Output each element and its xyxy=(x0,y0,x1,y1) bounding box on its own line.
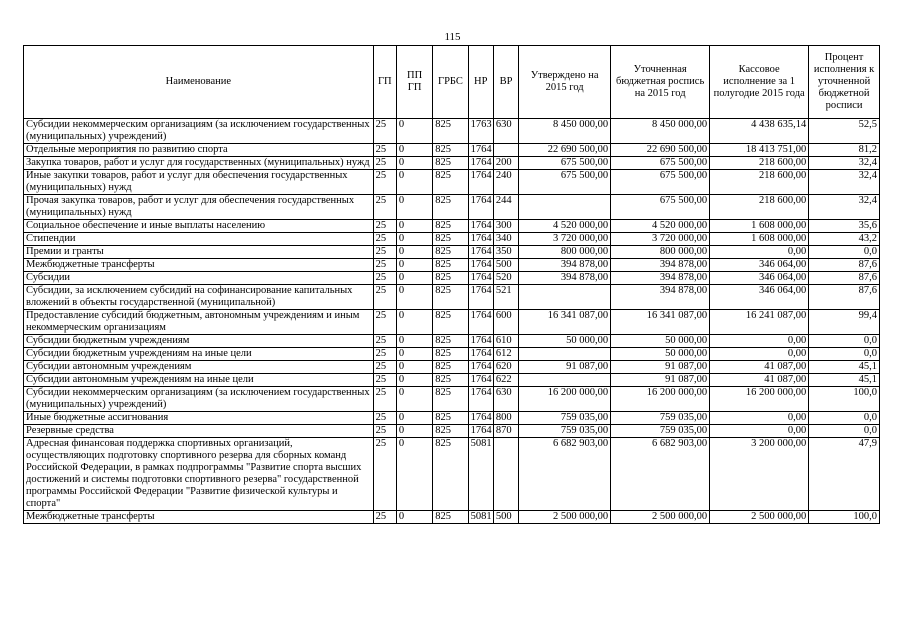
cell-gp: 25 xyxy=(373,272,396,285)
cell-refined: 50 000,00 xyxy=(611,335,710,348)
cell-pp: 0 xyxy=(396,272,432,285)
table-row xyxy=(24,374,880,387)
col-header-cash: Кассовое исполнение за 1 полугодие 2015 года xyxy=(710,46,809,119)
cell-grbs: 825 xyxy=(433,285,468,310)
cell-percent: 81,2 xyxy=(809,144,880,157)
cell-pp: 0 xyxy=(396,285,432,310)
cell-refined: 394 878,00 xyxy=(611,259,710,272)
cell-gp: 25 xyxy=(373,119,396,144)
cell-gp: 25 xyxy=(373,511,396,524)
col-header-nr: НР xyxy=(468,46,493,119)
col-header-grbs: ГРБС xyxy=(433,46,468,119)
cell-grbs: 825 xyxy=(433,157,468,170)
cell-vr: 630 xyxy=(493,119,518,144)
table-row xyxy=(24,310,880,335)
cell-gp: 25 xyxy=(373,412,396,425)
cell-refined: 4 520 000,00 xyxy=(611,220,710,233)
cell-pp: 0 xyxy=(396,511,432,524)
table-row xyxy=(24,157,880,170)
cell-refined: 394 878,00 xyxy=(611,272,710,285)
cell-refined: 91 087,00 xyxy=(611,374,710,387)
cell-nr: 1764 xyxy=(468,412,493,425)
cell-percent: 99,4 xyxy=(809,310,880,335)
cell-pp: 0 xyxy=(396,246,432,259)
table-row xyxy=(24,246,880,259)
cell-grbs: 825 xyxy=(433,233,468,246)
table-row xyxy=(24,144,880,157)
cell-percent: 87,6 xyxy=(809,285,880,310)
cell-vr: 610 xyxy=(493,335,518,348)
cell-cash: 218 600,00 xyxy=(710,157,809,170)
cell-cash: 16 241 087,00 xyxy=(710,310,809,335)
cell-refined: 394 878,00 xyxy=(611,285,710,310)
cell-refined: 2 500 000,00 xyxy=(611,511,710,524)
col-header-refined: Уточненная бюджетная роспись на 2015 год xyxy=(611,46,710,119)
cell-name: Субсидии xyxy=(24,272,374,285)
cell-cash: 41 087,00 xyxy=(710,361,809,374)
cell-gp: 25 xyxy=(373,425,396,438)
table-row xyxy=(24,233,880,246)
cell-nr: 1764 xyxy=(468,285,493,310)
cell-approved: 8 450 000,00 xyxy=(519,119,611,144)
cell-approved: 4 520 000,00 xyxy=(519,220,611,233)
table-row xyxy=(24,220,880,233)
cell-vr xyxy=(493,144,518,157)
cell-gp: 25 xyxy=(373,348,396,361)
cell-pp: 0 xyxy=(396,425,432,438)
table-body xyxy=(24,119,880,524)
table-row xyxy=(24,361,880,374)
cell-refined: 675 500,00 xyxy=(611,170,710,195)
cell-vr: 200 xyxy=(493,157,518,170)
table-row xyxy=(24,195,880,220)
cell-gp: 25 xyxy=(373,259,396,272)
cell-percent: 45,1 xyxy=(809,374,880,387)
cell-vr: 500 xyxy=(493,259,518,272)
cell-approved xyxy=(519,285,611,310)
cell-approved: 16 200 000,00 xyxy=(519,387,611,412)
cell-vr: 350 xyxy=(493,246,518,259)
cell-nr: 1764 xyxy=(468,220,493,233)
cell-vr: 612 xyxy=(493,348,518,361)
cell-grbs: 825 xyxy=(433,246,468,259)
cell-percent: 87,6 xyxy=(809,259,880,272)
table-row xyxy=(24,272,880,285)
cell-grbs: 825 xyxy=(433,272,468,285)
col-header-vr: ВР xyxy=(493,46,518,119)
cell-gp: 25 xyxy=(373,195,396,220)
cell-percent: 32,4 xyxy=(809,195,880,220)
cell-gp: 25 xyxy=(373,310,396,335)
cell-approved xyxy=(519,374,611,387)
cell-approved: 6 682 903,00 xyxy=(519,438,611,511)
table-row xyxy=(24,348,880,361)
cell-grbs: 825 xyxy=(433,170,468,195)
cell-name: Адресная финансовая поддержка спортивных организаций, осуществляющих подготовку спортивного резерва для сборных команд Российской Федерации, в рамках подпрограммы "Развитие спорта высших достижений и системы подготовки спортивного резерва" государственной программы Российской Федерации "Развитие физической культуры и спорта" xyxy=(24,438,374,511)
cell-cash: 218 600,00 xyxy=(710,195,809,220)
cell-pp: 0 xyxy=(396,361,432,374)
cell-nr: 1764 xyxy=(468,335,493,348)
table-row xyxy=(24,285,880,310)
cell-pp: 0 xyxy=(396,220,432,233)
cell-pp: 0 xyxy=(396,310,432,335)
cell-grbs: 825 xyxy=(433,438,468,511)
cell-percent: 100,0 xyxy=(809,511,880,524)
cell-pp: 0 xyxy=(396,335,432,348)
cell-cash: 2 500 000,00 xyxy=(710,511,809,524)
cell-percent: 47,9 xyxy=(809,438,880,511)
page-number: 115 xyxy=(444,31,461,43)
cell-vr: 240 xyxy=(493,170,518,195)
cell-nr: 1764 xyxy=(468,310,493,335)
cell-grbs: 825 xyxy=(433,425,468,438)
cell-pp: 0 xyxy=(396,119,432,144)
cell-refined: 675 500,00 xyxy=(611,195,710,220)
cell-cash: 0,00 xyxy=(710,348,809,361)
cell-name: Субсидии бюджетным учреждениям на иные цели xyxy=(24,348,374,361)
cell-refined: 759 035,00 xyxy=(611,412,710,425)
cell-name: Закупка товаров, работ и услуг для государственных (муниципальных) нужд xyxy=(24,157,374,170)
cell-cash: 0,00 xyxy=(710,412,809,425)
cell-nr: 1764 xyxy=(468,246,493,259)
cell-refined: 16 341 087,00 xyxy=(611,310,710,335)
cell-pp: 0 xyxy=(396,438,432,511)
cell-name: Субсидии автономным учреждениям на иные цели xyxy=(24,374,374,387)
cell-cash: 41 087,00 xyxy=(710,374,809,387)
col-header-pp: ПП ГП xyxy=(396,46,432,119)
cell-approved: 2 500 000,00 xyxy=(519,511,611,524)
cell-approved: 675 500,00 xyxy=(519,170,611,195)
table-row xyxy=(24,119,880,144)
cell-approved: 50 000,00 xyxy=(519,335,611,348)
cell-refined: 6 682 903,00 xyxy=(611,438,710,511)
cell-percent: 0,0 xyxy=(809,335,880,348)
cell-nr: 1764 xyxy=(468,425,493,438)
cell-percent: 43,2 xyxy=(809,233,880,246)
cell-approved xyxy=(519,348,611,361)
cell-cash: 0,00 xyxy=(710,335,809,348)
cell-percent: 35,6 xyxy=(809,220,880,233)
table-row xyxy=(24,335,880,348)
cell-cash: 346 064,00 xyxy=(710,259,809,272)
cell-nr: 1764 xyxy=(468,259,493,272)
cell-refined: 675 500,00 xyxy=(611,157,710,170)
cell-approved: 675 500,00 xyxy=(519,157,611,170)
cell-approved xyxy=(519,195,611,220)
budget-table xyxy=(23,45,880,524)
cell-nr: 1764 xyxy=(468,374,493,387)
cell-percent: 0,0 xyxy=(809,246,880,259)
cell-refined: 16 200 000,00 xyxy=(611,387,710,412)
col-header-approved: Утверждено на 2015 год xyxy=(519,46,611,119)
cell-approved: 800 000,00 xyxy=(519,246,611,259)
cell-grbs: 825 xyxy=(433,361,468,374)
cell-vr: 520 xyxy=(493,272,518,285)
table-row xyxy=(24,425,880,438)
cell-percent: 32,4 xyxy=(809,170,880,195)
cell-refined: 50 000,00 xyxy=(611,348,710,361)
cell-cash: 346 064,00 xyxy=(710,272,809,285)
cell-name: Отдельные мероприятия по развитию спорта xyxy=(24,144,374,157)
cell-vr: 244 xyxy=(493,195,518,220)
table-row xyxy=(24,511,880,524)
cell-cash: 0,00 xyxy=(710,246,809,259)
cell-approved: 759 035,00 xyxy=(519,412,611,425)
cell-name: Субсидии, за исключением субсидий на софинансирование капитальных вложений в объекты государственной (муниципальной) xyxy=(24,285,374,310)
cell-approved: 3 720 000,00 xyxy=(519,233,611,246)
cell-nr: 5081 xyxy=(468,438,493,511)
cell-vr: 340 xyxy=(493,233,518,246)
cell-cash: 1 608 000,00 xyxy=(710,220,809,233)
cell-cash: 18 413 751,00 xyxy=(710,144,809,157)
cell-percent: 100,0 xyxy=(809,387,880,412)
cell-percent: 45,1 xyxy=(809,361,880,374)
cell-nr: 1764 xyxy=(468,170,493,195)
cell-nr: 1764 xyxy=(468,272,493,285)
cell-nr: 1763 xyxy=(468,119,493,144)
cell-gp: 25 xyxy=(373,335,396,348)
cell-cash: 1 608 000,00 xyxy=(710,233,809,246)
cell-name: Межбюджетные трансферты xyxy=(24,259,374,272)
cell-nr: 1764 xyxy=(468,233,493,246)
cell-refined: 91 087,00 xyxy=(611,361,710,374)
cell-gp: 25 xyxy=(373,157,396,170)
cell-grbs: 825 xyxy=(433,310,468,335)
cell-vr: 870 xyxy=(493,425,518,438)
cell-cash: 0,00 xyxy=(710,425,809,438)
cell-percent: 0,0 xyxy=(809,412,880,425)
cell-name: Стипендии xyxy=(24,233,374,246)
cell-vr: 500 xyxy=(493,511,518,524)
cell-approved: 759 035,00 xyxy=(519,425,611,438)
cell-pp: 0 xyxy=(396,348,432,361)
cell-name: Иные закупки товаров, работ и услуг для обеспечения государственных (муниципальных) нужд xyxy=(24,170,374,195)
cell-approved: 394 878,00 xyxy=(519,259,611,272)
cell-pp: 0 xyxy=(396,170,432,195)
cell-gp: 25 xyxy=(373,361,396,374)
col-header-percent: Процент исполнения к уточненной бюджетной росписи xyxy=(809,46,880,119)
cell-name: Социальное обеспечение и иные выплаты населению xyxy=(24,220,374,233)
table-header-row xyxy=(24,46,880,119)
cell-gp: 25 xyxy=(373,374,396,387)
cell-grbs: 825 xyxy=(433,387,468,412)
cell-name: Прочая закупка товаров, работ и услуг для обеспечения государственных (муниципальных) нужд xyxy=(24,195,374,220)
cell-approved: 394 878,00 xyxy=(519,272,611,285)
cell-gp: 25 xyxy=(373,387,396,412)
cell-approved: 91 087,00 xyxy=(519,361,611,374)
cell-approved: 16 341 087,00 xyxy=(519,310,611,335)
cell-nr: 5081 xyxy=(468,511,493,524)
cell-nr: 1764 xyxy=(468,144,493,157)
cell-grbs: 825 xyxy=(433,335,468,348)
cell-cash: 346 064,00 xyxy=(710,285,809,310)
cell-grbs: 825 xyxy=(433,259,468,272)
cell-pp: 0 xyxy=(396,259,432,272)
cell-approved: 22 690 500,00 xyxy=(519,144,611,157)
cell-vr: 521 xyxy=(493,285,518,310)
cell-pp: 0 xyxy=(396,374,432,387)
cell-cash: 218 600,00 xyxy=(710,170,809,195)
cell-grbs: 825 xyxy=(433,348,468,361)
cell-grbs: 825 xyxy=(433,220,468,233)
cell-grbs: 825 xyxy=(433,195,468,220)
col-header-gp: ГП xyxy=(373,46,396,119)
cell-name: Предоставление субсидий бюджетным, автономным учреждениям и иным некоммерческим организациям xyxy=(24,310,374,335)
cell-refined: 3 720 000,00 xyxy=(611,233,710,246)
cell-refined: 800 000,00 xyxy=(611,246,710,259)
cell-gp: 25 xyxy=(373,220,396,233)
cell-vr xyxy=(493,438,518,511)
col-header-name: Наименование xyxy=(24,46,374,119)
cell-pp: 0 xyxy=(396,195,432,220)
cell-nr: 1764 xyxy=(468,387,493,412)
cell-vr: 600 xyxy=(493,310,518,335)
cell-percent: 0,0 xyxy=(809,348,880,361)
cell-nr: 1764 xyxy=(468,157,493,170)
cell-pp: 0 xyxy=(396,157,432,170)
cell-grbs: 825 xyxy=(433,511,468,524)
cell-gp: 25 xyxy=(373,285,396,310)
cell-name: Субсидии автономным учреждениям xyxy=(24,361,374,374)
cell-percent: 0,0 xyxy=(809,425,880,438)
cell-name: Резервные средства xyxy=(24,425,374,438)
cell-grbs: 825 xyxy=(433,144,468,157)
cell-pp: 0 xyxy=(396,233,432,246)
cell-cash: 16 200 000,00 xyxy=(710,387,809,412)
cell-cash: 3 200 000,00 xyxy=(710,438,809,511)
cell-percent: 87,6 xyxy=(809,272,880,285)
table-row xyxy=(24,438,880,511)
cell-nr: 1764 xyxy=(468,348,493,361)
cell-grbs: 825 xyxy=(433,412,468,425)
cell-refined: 22 690 500,00 xyxy=(611,144,710,157)
cell-pp: 0 xyxy=(396,144,432,157)
cell-cash: 4 438 635,14 xyxy=(710,119,809,144)
cell-grbs: 825 xyxy=(433,119,468,144)
cell-name: Субсидии некоммерческим организациям (за исключением государственных (муниципальных) учреждений) xyxy=(24,387,374,412)
cell-name: Субсидии бюджетным учреждениям xyxy=(24,335,374,348)
cell-pp: 0 xyxy=(396,387,432,412)
table-row xyxy=(24,412,880,425)
cell-vr: 620 xyxy=(493,361,518,374)
table-row xyxy=(24,259,880,272)
cell-name: Межбюджетные трансферты xyxy=(24,511,374,524)
cell-name: Премии и гранты xyxy=(24,246,374,259)
cell-gp: 25 xyxy=(373,233,396,246)
cell-vr: 622 xyxy=(493,374,518,387)
cell-gp: 25 xyxy=(373,144,396,157)
cell-vr: 300 xyxy=(493,220,518,233)
cell-refined: 8 450 000,00 xyxy=(611,119,710,144)
table-row xyxy=(24,170,880,195)
table-row xyxy=(24,387,880,412)
cell-gp: 25 xyxy=(373,246,396,259)
cell-percent: 52,5 xyxy=(809,119,880,144)
cell-vr: 800 xyxy=(493,412,518,425)
cell-gp: 25 xyxy=(373,438,396,511)
cell-name: Иные бюджетные ассигнования xyxy=(24,412,374,425)
cell-nr: 1764 xyxy=(468,361,493,374)
cell-refined: 759 035,00 xyxy=(611,425,710,438)
cell-grbs: 825 xyxy=(433,374,468,387)
cell-nr: 1764 xyxy=(468,195,493,220)
cell-vr: 630 xyxy=(493,387,518,412)
cell-pp: 0 xyxy=(396,412,432,425)
cell-name: Субсидии некоммерческим организациям (за исключением государственных (муниципальных) учреждений) xyxy=(24,119,374,144)
cell-percent: 32,4 xyxy=(809,157,880,170)
cell-gp: 25 xyxy=(373,170,396,195)
